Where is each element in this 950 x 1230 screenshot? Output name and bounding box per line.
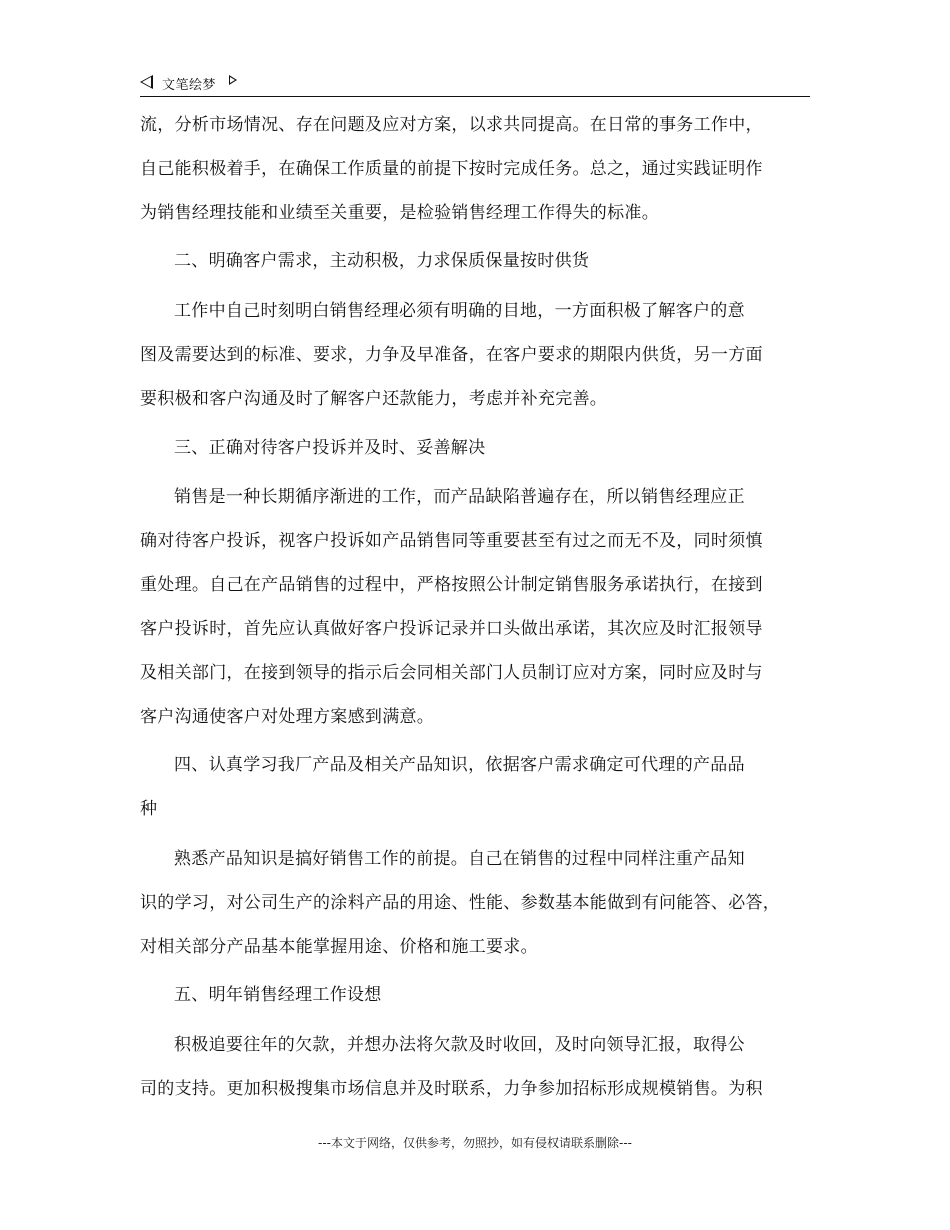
body-line: 重处理。自己在产品销售的过程中，严格按照公计制定销售服务承诺执行，在接到 [140, 575, 763, 595]
body-line: 工作中自己时刻明白销售经理必须有明确的目地，一方面积极了解客户的意 [174, 301, 745, 321]
section-heading: 三、正确对待客户投诉并及时、妥善解决 [174, 438, 486, 458]
section-heading: 种 [140, 799, 158, 819]
header-rule [140, 96, 810, 97]
footer-notice: ---本文于网络，仅供参考，勿照抄，如有侵权请联系删除--- [318, 1136, 632, 1150]
body-line: 图及需要达到的标准、要求，力争及早准备，在客户要求的期限内供货，另一方面 [140, 345, 763, 365]
body-line: 客户沟通使客户对处理方案感到满意。 [140, 707, 435, 727]
body-line: 确对待客户投诉，视客户投诉如产品销售同等重要甚至有过之而无不及，同时须慎 [140, 531, 763, 551]
triangle-left-icon [140, 75, 153, 89]
section-heading: 二、明确客户需求，主动积极，力求保质保量按时供货 [174, 251, 590, 271]
body-line: 要积极和客户沟通及时了解客户还款能力，考虑并补充完善。 [140, 389, 608, 409]
triangle-right-icon [229, 75, 237, 85]
body-line: 销售是一种长期循序渐进的工作，而产品缺陷普遍存在，所以销售经理应正 [174, 487, 745, 507]
body-line: 客户投诉时，首先应认真做好客户投诉记录并口头做出承诺，其次应及时汇报领导 [140, 619, 763, 639]
body-line: 为销售经理技能和业绩至关重要，是检验销售经理工作得失的标准。 [140, 203, 659, 223]
body-line: 识的学习，对公司生产的涂料产品的用途、性能、参数基本能做到有问能答、必答， [140, 893, 781, 913]
body-line: 熟悉产品知识是搞好销售工作的前提。自己在销售的过程中同样注重产品知 [174, 849, 745, 869]
section-heading: 五、明年销售经理工作设想 [174, 985, 382, 1005]
body-line: 司的支持。更加积极搜集市场信息并及时联系，力争参加招标形成规模销售。为积 [140, 1079, 763, 1099]
body-line: 积极追要往年的欠款，并想办法将欠款及时收回，及时向领导汇报，取得公 [174, 1035, 745, 1055]
section-heading: 四、认真学习我厂产品及相关产品知识，依据客户需求确定可代理的产品品 [174, 755, 745, 775]
body-line: 对相关部分产品基本能掌握用途、价格和施工要求。 [140, 937, 538, 957]
body-line: 及相关部门，在接到领导的指示后会同相关部门人员制订应对方案，同时应及时与 [140, 663, 763, 683]
brand-name: 文笔绘梦 [162, 78, 217, 93]
body-line: 自己能积极着手，在确保工作质量的前提下按时完成任务。总之，通过实践证明作 [140, 159, 763, 179]
body-line: 流，分析市场情况、存在问题及应对方案，以求共同提高。在日常的事务工作中， [140, 115, 763, 135]
page-header [140, 72, 810, 96]
